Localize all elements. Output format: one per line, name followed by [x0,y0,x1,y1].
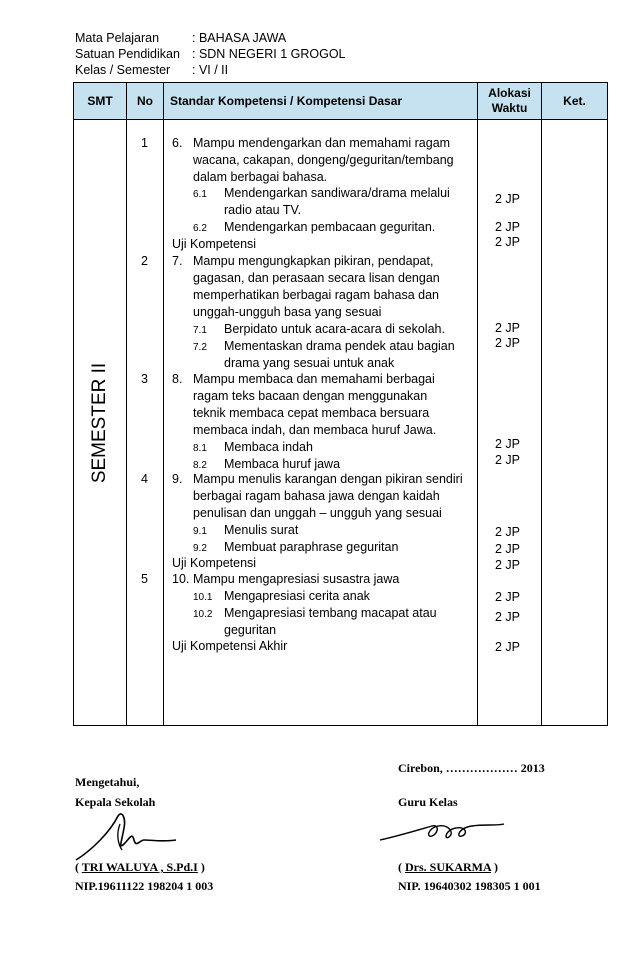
jp-value: 2 JP [495,453,521,467]
row-number-3: 3 [141,372,148,386]
sk-number: 9. [172,472,183,486]
sk-line: gagasan, dan perasaan secara lisan dengan [193,271,440,285]
header-time-line2: Waktu [491,101,528,115]
jp-value: 2 JP [495,220,521,234]
info-label-school: Satuan Pendidikan [75,47,180,61]
sk-line: penulisan dan unggah – ungguh yang sesuai [193,506,442,520]
teacher-name: Drs. SUKARMA [405,860,491,874]
sk-line: Mampu mendengarkan dan memahami ragam [193,136,451,150]
kd-line: Membuat paraphrase geguritan [224,540,399,554]
kd-number: 10.2 [193,609,213,620]
header-no: No [127,83,163,119]
sk-line: dalam berbagai bahasa. [193,170,328,184]
header-competency: Standar Kompetensi / Kompetensi Dasar [164,83,477,119]
table-border-bottom [73,725,608,726]
sk-number: 7. [172,254,183,268]
info-label-subject: Mata Pelajaran [75,31,160,45]
sk-number: 10. [172,572,190,586]
sk-number: 6. [172,136,183,150]
sk-line: berbagai ragam bahasa jawa dengan kaidah [193,489,440,503]
jp-value: 2 JP [495,192,521,206]
teacher-signature [378,812,508,848]
sk-line: Mampu menulis karangan dengan pikiran sendiri [193,472,463,486]
headmaster-signature [72,810,182,862]
kd-number: 7.1 [193,325,207,336]
kd-number: 6.2 [193,223,207,234]
headmaster-name: TRI WALUYA , S.Pd.I [81,860,198,874]
kd-line: Menulis surat [224,523,299,537]
jp-value: 2 JP [495,437,521,451]
column-divider-2 [163,82,164,726]
kd-number: 10.1 [193,592,213,603]
table-header-divider [73,119,608,120]
sk-line: Mampu membaca dan memahami berbagai [193,372,435,386]
kd-line: radio atau TV. [224,203,302,217]
table-border-left [73,82,74,726]
info-label-class: Kelas / Semester [75,63,171,77]
kd-line: Mementaskan drama pendek atau bagian [224,339,455,353]
row-number-1: 1 [141,136,148,150]
row-number-2: 2 [141,254,148,268]
info-value-subject: : BAHASA JAWA [192,31,287,45]
uji-kompetensi-1: Uji Kompetensi [172,237,257,251]
sk-line: unggah-ungguh basa yang sesuai [193,305,382,319]
kd-number: 8.1 [193,443,207,454]
kd-line: Membaca indah [224,440,313,454]
jp-value: 2 JP [495,558,521,572]
kepala-sekolah-label: Kepala Sekolah [75,795,156,809]
column-divider-4 [541,82,542,726]
sk-line: teknik membaca cepat membaca bersuara [193,406,430,420]
header-ket: Ket. [542,83,607,119]
sk-number: 8. [172,372,183,386]
sk-line: memperhatikan berbagai ragam bahasa dan [193,288,439,302]
uji-kompetensi-2: Uji Kompetensi [172,556,257,570]
header-smt: SMT [74,83,126,119]
column-divider-1 [126,82,127,726]
place-date: Cirebon, ……………… 2013 [398,761,545,775]
kd-line: Mendengarkan sandiwara/drama melalui [224,186,450,200]
sk-line: Mampu mengungkapkan pikiran, pendapat, [193,254,434,268]
headmaster-name-line: ( TRI WALUYA , S.Pd.I ) [75,860,205,874]
kd-number: 6.1 [193,189,207,200]
kd-number: 8.2 [193,460,207,471]
jp-value: 2 JP [495,590,521,604]
uji-kompetensi-akhir: Uji Kompetensi Akhir [172,639,288,653]
guru-kelas-label: Guru Kelas [398,795,458,809]
info-value-class: : VI / II [192,63,229,77]
kd-line: Membaca huruf jawa [224,457,341,471]
kd-number: 9.1 [193,526,207,537]
jp-value: 2 JP [495,336,521,350]
jp-value: 2 JP [495,610,521,624]
column-divider-3 [477,82,478,726]
sk-line: membaca indah, dan membaca huruf Jawa. [193,423,437,437]
kd-number: 7.2 [193,342,207,353]
kd-line: Mengapresiasi cerita anak [224,589,370,603]
info-value-school: : SDN NEGERI 1 GROGOL [192,47,346,61]
kd-line: geguritan [224,623,277,637]
row-number-5: 5 [141,572,148,586]
teacher-nip: NIP. 19640302 198305 1 001 [398,879,541,893]
headmaster-nip: NIP.19611122 198204 1 003 [75,879,214,893]
header-time [478,83,541,119]
kd-number: 9.2 [193,543,207,554]
mengetahui-label: Mengetahui, [75,775,140,789]
row-number-4: 4 [141,472,148,486]
teacher-name-line: ( Drs. SUKARMA ) [398,860,498,874]
jp-value: 2 JP [495,542,521,556]
header-time-line1: Alokasi [488,86,531,100]
table-border-right [607,82,608,726]
semester-label: SEMESTER II [89,362,110,484]
sk-line: ragam teks bacaan dengan menggunakan [193,389,428,403]
kd-line: drama yang sesuai untuk anak [224,356,395,370]
table-border-top [73,82,608,83]
kd-line: Mengapresiasi tembang macapat atau [224,606,437,620]
jp-value: 2 JP [495,525,521,539]
jp-value: 2 JP [495,321,521,335]
jp-value: 2 JP [495,235,521,249]
sk-line: wacana, cakapan, dongeng/geguritan/tembang [193,153,454,167]
jp-value: 2 JP [495,640,521,654]
sk-line: Mampu mengapresiasi susastra jawa [193,572,400,586]
kd-line: Mendengarkan pembacaan geguritan. [224,220,436,234]
kd-line: Berpidato untuk acara-acara di sekolah. [224,322,445,336]
